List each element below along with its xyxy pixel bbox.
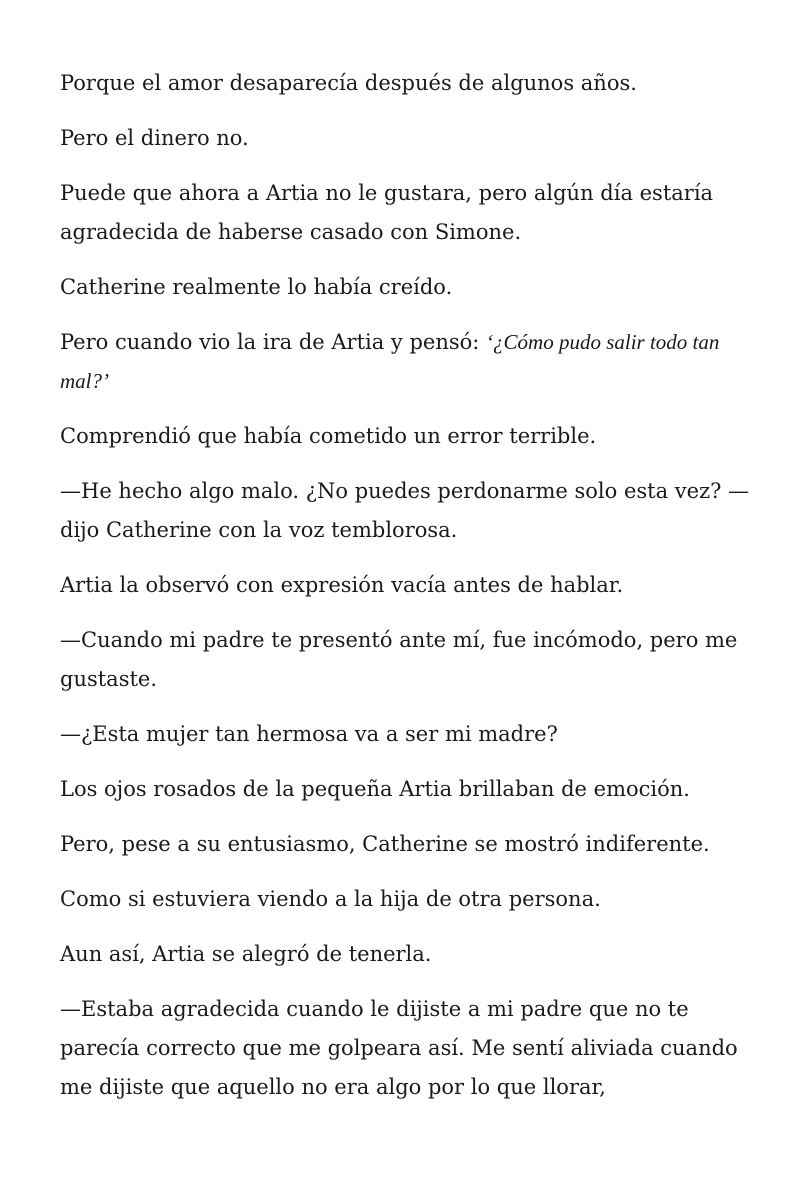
paragraph-text: Pero cuando vio la ira de Artia y pensó: (60, 330, 487, 354)
paragraph-15 (60, 990, 760, 1107)
paragraph-1 (60, 64, 760, 103)
paragraph-text: —Estaba agradecida cuando le dijiste a mi padre que no te parecía correcto que me golpeara así. Me sentí aliviada cuando me dijiste que aquello no era algo por lo que llorar, (60, 997, 738, 1099)
reading-page (60, 64, 760, 1123)
paragraph-text: Porque el amor desaparecía después de algunos años. (60, 71, 637, 95)
paragraph-14 (60, 935, 760, 974)
paragraph-text: —He hecho algo malo. ¿No puedes perdonarme solo esta vez? —dijo Catherine con la voz temblorosa. (60, 479, 750, 542)
paragraph-italic-thought: ‘¿Cómo pudo salir todo tan mal?’ (60, 330, 720, 393)
paragraph-12 (60, 825, 760, 864)
paragraph-text: Catherine realmente lo había creído. (60, 275, 453, 299)
paragraph-4 (60, 268, 760, 307)
paragraph-text: Puede que ahora a Artia no le gustara, pero algún día estaría agradecida de haberse casado con Simone. (60, 181, 714, 244)
paragraph-13 (60, 880, 760, 919)
paragraph-text: Pero el dinero no. (60, 126, 249, 150)
paragraph-2 (60, 119, 760, 158)
paragraph-3 (60, 174, 760, 252)
paragraph-8 (60, 566, 760, 605)
paragraph-11 (60, 770, 760, 809)
paragraph-text: Aun así, Artia se alegró de tenerla. (60, 942, 432, 966)
paragraph-text: Los ojos rosados de la pequeña Artia brillaban de emoción. (60, 777, 690, 801)
paragraph-6 (60, 417, 760, 456)
paragraph-text: Pero, pese a su entusiasmo, Catherine se mostró indiferente. (60, 832, 710, 856)
paragraph-9 (60, 621, 760, 699)
paragraph-text: —¿Esta mujer tan hermosa va a ser mi madre? (60, 722, 558, 746)
paragraph-5 (60, 323, 760, 401)
paragraph-text: Comprendió que había cometido un error terrible. (60, 424, 597, 448)
paragraph-text: Como si estuviera viendo a la hija de otra persona. (60, 887, 601, 911)
paragraph-10 (60, 715, 760, 754)
paragraph-text: Artia la observó con expresión vacía antes de hablar. (60, 573, 624, 597)
paragraph-text: —Cuando mi padre te presentó ante mí, fue incómodo, pero me gustaste. (60, 628, 738, 691)
paragraph-7 (60, 472, 760, 550)
